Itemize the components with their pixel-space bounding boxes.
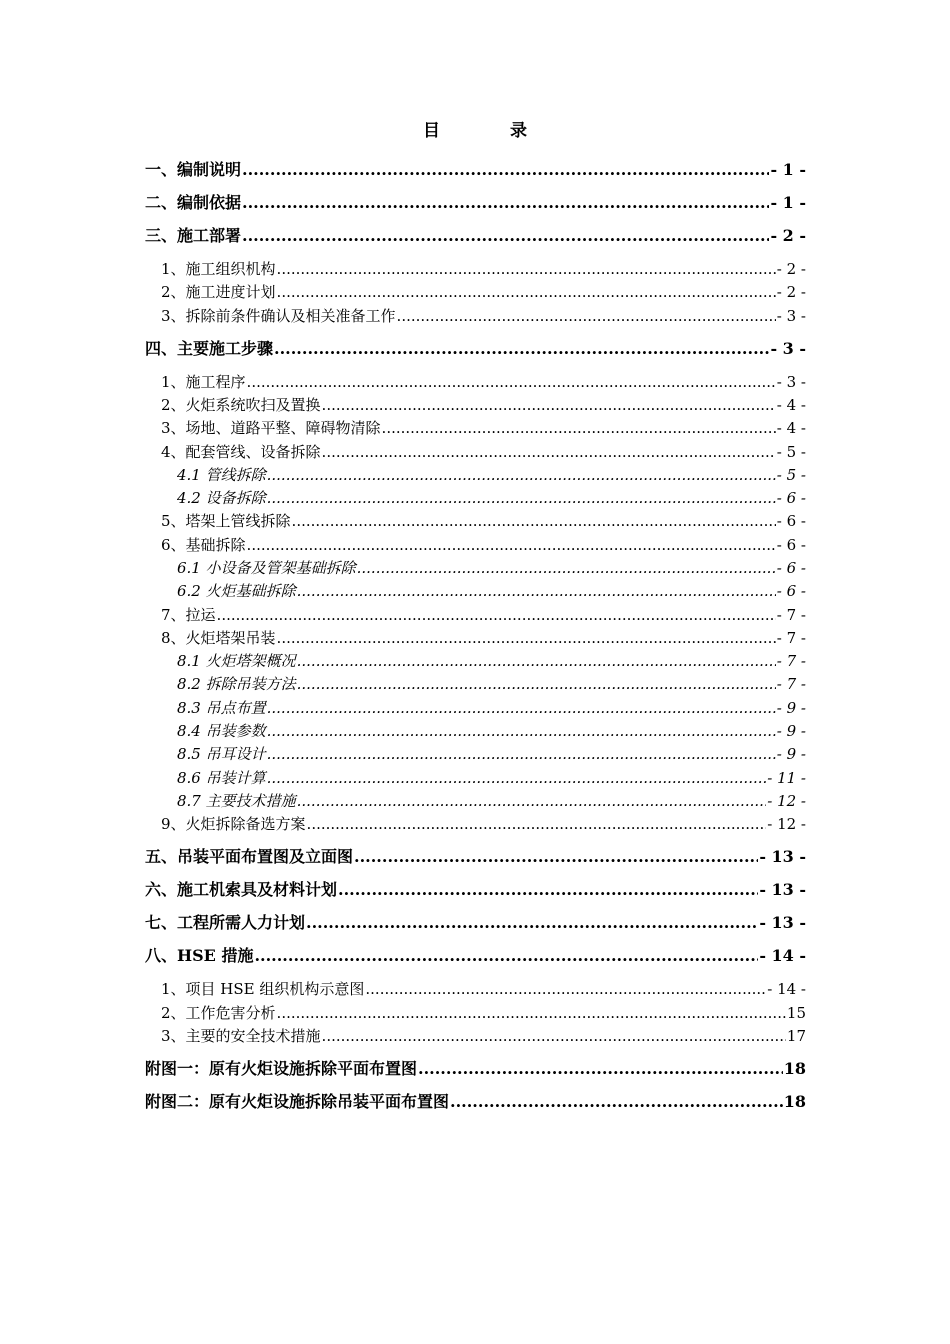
toc-entry-label: 8.3 吊点布置 [177, 699, 266, 717]
toc-entry[interactable] [145, 674, 806, 694]
toc-entry-label: 8.6 吊装计算 [177, 769, 266, 787]
toc-entry-page: - 7 - [776, 675, 806, 693]
toc-entry[interactable] [145, 418, 806, 438]
toc-entry[interactable] [145, 1026, 806, 1046]
toc-entry[interactable] [145, 791, 806, 811]
toc-dot-leader [357, 558, 776, 578]
toc-entry-label: 6、基础拆除 [161, 536, 246, 554]
toc-entry[interactable] [145, 651, 806, 671]
toc-dot-leader [307, 814, 767, 834]
toc-entry-label: 2、施工进度计划 [161, 283, 276, 301]
toc-entry-label: 3、场地、道路平整、障碍物清除 [161, 419, 381, 437]
toc-entry[interactable] [145, 605, 806, 625]
toc-entry-label: 四、主要施工步骤 [145, 339, 274, 358]
toc-entry-label: 七、工程所需人力计划 [145, 913, 306, 932]
toc-entry[interactable] [145, 581, 806, 601]
toc-dot-leader [338, 880, 758, 900]
toc-entry-label: 8.1 火炬塔架概况 [177, 652, 296, 670]
toc-entry[interactable] [145, 1003, 806, 1023]
toc-entry-label: 6.1 小设备及管架基础拆除 [177, 559, 356, 577]
toc-dot-leader [242, 160, 769, 180]
toc-dot-leader [354, 847, 758, 867]
toc-dot-leader [267, 768, 767, 788]
toc-entry[interactable] [145, 1059, 806, 1079]
toc-entry-label: 8.7 主要技术措施 [177, 792, 296, 810]
toc-entry-label: 8、火炬塔架吊装 [161, 629, 276, 647]
toc-dot-leader [254, 946, 758, 966]
toc-entry-page: - 4 - [776, 419, 806, 437]
toc-entry-page: - 1 - [770, 160, 806, 179]
toc-entry-page: 18 [783, 1092, 806, 1111]
toc-entry[interactable] [145, 1092, 806, 1112]
toc-entry-page: - 7 - [776, 629, 806, 647]
toc-entry-page: - 7 - [776, 652, 806, 670]
toc-dot-leader [217, 605, 776, 625]
toc-dot-leader [297, 581, 776, 601]
toc-entry-label: 六、施工机索具及材料计划 [145, 880, 338, 899]
toc-dot-leader [274, 339, 769, 359]
toc-entry-page: - 9 - [776, 699, 806, 717]
toc-dot-leader [247, 535, 776, 555]
toc-entry-label: 三、施工部署 [145, 226, 242, 245]
toc-entry-label: 8.4 吊装参数 [177, 722, 266, 740]
toc-entry[interactable] [145, 395, 806, 415]
toc-dot-leader [292, 511, 776, 531]
toc-dot-leader [242, 226, 769, 246]
toc-entry[interactable] [145, 193, 806, 213]
toc-entry[interactable] [145, 880, 806, 900]
toc-entry-page: - 12 - [767, 815, 806, 833]
page-title [0, 116, 950, 141]
toc-entry[interactable] [145, 847, 806, 867]
toc-entry-page: - 6 - [776, 489, 806, 507]
toc-entry-page: - 9 - [776, 722, 806, 740]
toc-entry-page: - 3 - [776, 307, 806, 325]
toc-entry-page: - 5 - [776, 443, 806, 461]
toc-dot-leader [297, 791, 767, 811]
toc-entry-page: - 13 - [759, 847, 806, 866]
toc-entry-label: 7、拉运 [161, 606, 216, 624]
toc-entry[interactable] [145, 259, 806, 279]
toc-entry[interactable] [145, 628, 806, 648]
toc-entry[interactable] [145, 226, 806, 246]
toc-dot-leader [277, 1003, 786, 1023]
toc-dot-leader [382, 418, 776, 438]
toc-entry-label: 五、吊装平面布置图及立面图 [145, 847, 354, 866]
toc-entry-page: 17 [786, 1027, 806, 1045]
toc-entry[interactable] [145, 339, 806, 359]
toc-entry[interactable] [145, 698, 806, 718]
toc-dot-leader [267, 698, 776, 718]
toc-entry-page: - 14 - [767, 980, 806, 998]
toc-entry[interactable] [145, 558, 806, 578]
toc-entry[interactable] [145, 306, 806, 326]
toc-entry-label: 附图一：原有火炬设施拆除平面布置图 [145, 1059, 418, 1078]
toc-dot-leader [277, 628, 776, 648]
toc-dot-leader [242, 193, 769, 213]
toc-dot-leader [277, 259, 776, 279]
toc-entry-label: 2、火炬系统吹扫及置换 [161, 396, 321, 414]
toc-entry-label: 二、编制依据 [145, 193, 242, 212]
toc-dot-leader [322, 442, 776, 462]
toc-entry[interactable] [145, 282, 806, 302]
toc-entry[interactable] [145, 768, 806, 788]
toc-entry-label: 4.1 管线拆除 [177, 466, 266, 484]
toc-dot-leader [297, 651, 776, 671]
toc-entry-label: 2、工作危害分析 [161, 1004, 276, 1022]
toc-entry-page: - 1 - [770, 193, 806, 212]
toc-entry-label: 3、主要的安全技术措施 [161, 1027, 321, 1045]
toc-entry-page: - 2 - [776, 283, 806, 301]
toc-entry-page: - 6 - [776, 559, 806, 577]
toc-dot-leader [306, 913, 758, 933]
toc-entry-label: 一、编制说明 [145, 160, 242, 179]
title-char-2: 录 [510, 121, 527, 141]
toc-entry-label: 8.2 拆除吊装方法 [177, 675, 296, 693]
toc-entry-page: - 11 - [767, 769, 806, 787]
toc-entry-page: - 2 - [770, 226, 806, 245]
toc-entry-label: 1、施工组织机构 [161, 260, 276, 278]
toc-dot-leader [267, 488, 776, 508]
toc-entry-page: - 14 - [759, 946, 806, 965]
toc-entry-label: 9、火炬拆除备选方案 [161, 815, 306, 833]
toc-entry-page: - 3 - [770, 339, 806, 358]
toc-entry-page: 15 [786, 1004, 806, 1022]
toc-entry-page: - 12 - [767, 792, 806, 810]
toc-entry[interactable] [145, 160, 806, 180]
toc-entry-label: 附图二：原有火炬设施拆除吊装平面布置图 [145, 1092, 450, 1111]
toc-dot-leader [267, 465, 776, 485]
toc-entry-label: 5、塔架上管线拆除 [161, 512, 291, 530]
toc-entry-page: 18 [783, 1059, 806, 1078]
toc-entry[interactable] [145, 744, 806, 764]
toc-entry[interactable] [145, 535, 806, 555]
toc-dot-leader [365, 979, 766, 999]
toc-entry-page: - 9 - [776, 745, 806, 763]
title-char-1: 目 [423, 121, 440, 141]
toc-entry[interactable] [145, 946, 806, 966]
toc-entry-page: - 2 - [776, 260, 806, 278]
toc-entry[interactable] [145, 465, 806, 485]
toc-entry-page: - 13 - [759, 880, 806, 899]
toc-entry-label: 4.2 设备拆除 [177, 489, 266, 507]
toc-dot-leader [247, 372, 776, 392]
toc-entry[interactable] [145, 442, 806, 462]
toc-entry-label: 8.5 吊耳设计 [177, 745, 266, 763]
toc-entry-page: - 13 - [759, 913, 806, 932]
toc-dot-leader [267, 721, 776, 741]
toc-dot-leader [322, 1026, 786, 1046]
toc-entry-page: - 6 - [776, 512, 806, 530]
toc-entry[interactable] [145, 913, 806, 933]
toc-entry[interactable] [145, 511, 806, 531]
toc-entry[interactable] [145, 979, 806, 999]
toc-dot-leader [450, 1092, 783, 1112]
toc-dot-leader [397, 306, 776, 326]
toc-entry-page: - 6 - [776, 582, 806, 600]
toc-entry[interactable] [145, 372, 806, 392]
toc-dot-leader [322, 395, 776, 415]
toc-entry-page: - 6 - [776, 536, 806, 554]
toc-entry-page: - 7 - [776, 606, 806, 624]
toc-dot-leader [277, 282, 776, 302]
toc-entry-page: - 5 - [776, 466, 806, 484]
toc-entry[interactable] [145, 721, 806, 741]
toc-entry-label: 1、施工程序 [161, 373, 246, 391]
toc-entry-page: - 3 - [776, 373, 806, 391]
toc-entry-label: 4、配套管线、设备拆除 [161, 443, 321, 461]
toc-entry-label: 3、拆除前条件确认及相关准备工作 [161, 307, 396, 325]
toc-dot-leader [418, 1059, 783, 1079]
toc-entry-page: - 4 - [776, 396, 806, 414]
toc-dot-leader [267, 744, 776, 764]
toc-entry-label: 6.2 火炬基础拆除 [177, 582, 296, 600]
toc-dot-leader [297, 674, 776, 694]
toc-entry[interactable] [145, 814, 806, 834]
toc-entry[interactable] [145, 488, 806, 508]
toc-entry-label: 1、项目 HSE 组织机构示意图 [161, 980, 365, 998]
toc-entry-label: 八、HSE 措施 [145, 946, 254, 965]
